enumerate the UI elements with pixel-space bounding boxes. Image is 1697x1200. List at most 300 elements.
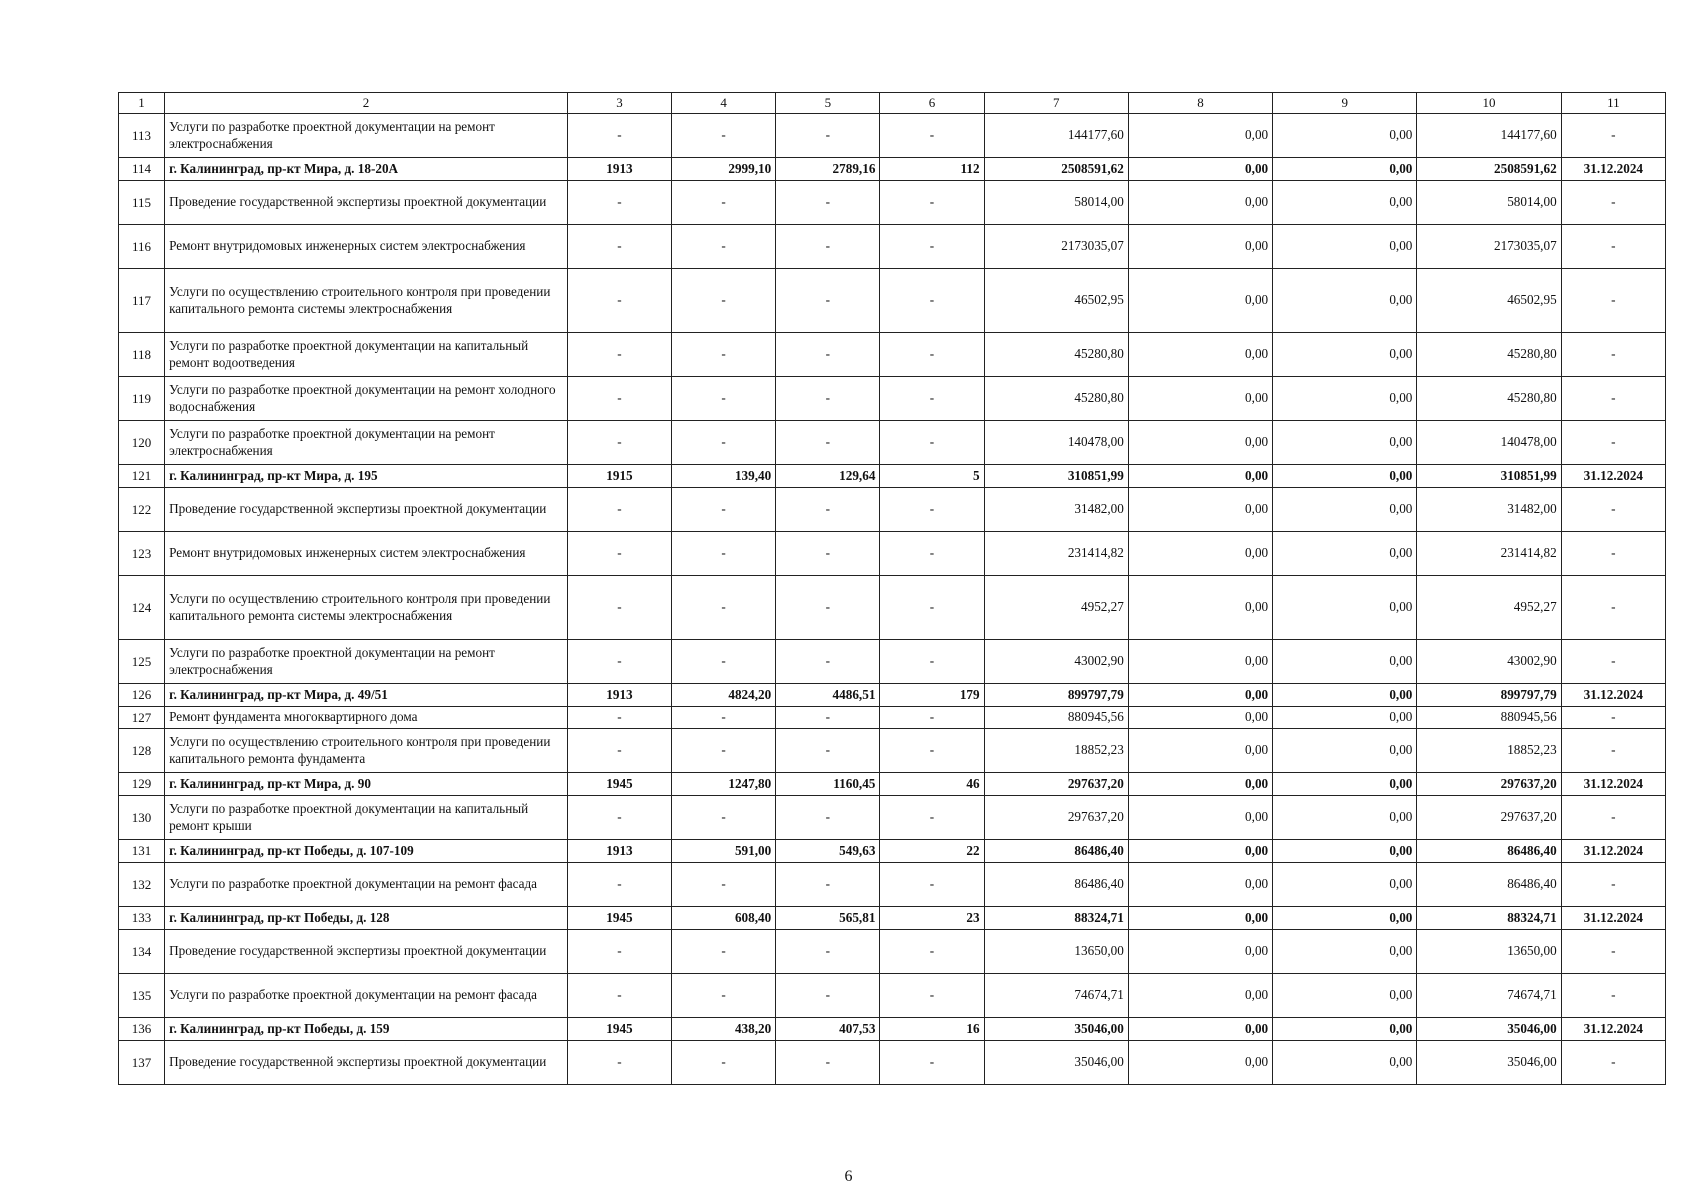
- cell-living-area: -: [776, 114, 880, 158]
- cell-description: Услуги по разработке проектной документации на капитальный ремонт крыши: [165, 796, 568, 840]
- cell-completion-date: -: [1561, 729, 1665, 773]
- cell-completion-date: 31.12.2024: [1561, 158, 1665, 181]
- work-item-row: [119, 488, 1666, 532]
- cell-residents: -: [880, 729, 984, 773]
- cell-total-area: 1247,80: [672, 773, 776, 796]
- cell-fund-cost: 0,00: [1128, 333, 1272, 377]
- cell-residents: -: [880, 863, 984, 907]
- cell-residents: 23: [880, 907, 984, 930]
- cell-budget-cost: 0,00: [1273, 377, 1417, 421]
- cell-residents: -: [880, 707, 984, 729]
- cell-description: Услуги по разработке проектной документации на капитальный ремонт водоотведения: [165, 333, 568, 377]
- cell-row-number: 118: [119, 333, 165, 377]
- cell-residents: 179: [880, 684, 984, 707]
- cell-total-cost: 45280,80: [984, 377, 1128, 421]
- cell-budget-cost: 0,00: [1273, 421, 1417, 465]
- cell-budget-cost: 0,00: [1273, 773, 1417, 796]
- cell-fund-cost: 0,00: [1128, 269, 1272, 333]
- cell-row-number: 135: [119, 974, 165, 1018]
- cell-total-cost: 58014,00: [984, 181, 1128, 225]
- cell-completion-date: 31.12.2024: [1561, 907, 1665, 930]
- cell-residents: 16: [880, 1018, 984, 1041]
- column-header-10: 10: [1417, 93, 1561, 114]
- cell-row-number: 123: [119, 532, 165, 576]
- cell-budget-cost: 0,00: [1273, 974, 1417, 1018]
- cell-description: Ремонт внутридомовых инженерных систем электроснабжения: [165, 532, 568, 576]
- cell-budget-cost: 0,00: [1273, 707, 1417, 729]
- cell-year-built: -: [567, 333, 671, 377]
- cell-residents: -: [880, 333, 984, 377]
- work-item-row: [119, 863, 1666, 907]
- cell-description: Ремонт фундамента многоквартирного дома: [165, 707, 568, 729]
- cell-living-area: 129,64: [776, 465, 880, 488]
- cell-residents: -: [880, 225, 984, 269]
- cell-owners-cost: 45280,80: [1417, 333, 1561, 377]
- cell-completion-date: -: [1561, 640, 1665, 684]
- cell-description: г. Калининград, пр-кт Победы, д. 159: [165, 1018, 568, 1041]
- cell-budget-cost: 0,00: [1273, 465, 1417, 488]
- cell-year-built: -: [567, 796, 671, 840]
- cell-completion-date: -: [1561, 181, 1665, 225]
- cell-year-built: 1945: [567, 773, 671, 796]
- cell-residents: 22: [880, 840, 984, 863]
- cell-fund-cost: 0,00: [1128, 465, 1272, 488]
- cell-residents: -: [880, 640, 984, 684]
- cell-completion-date: -: [1561, 532, 1665, 576]
- cell-total-area: -: [672, 1041, 776, 1085]
- cell-living-area: -: [776, 974, 880, 1018]
- cell-total-cost: 35046,00: [984, 1018, 1128, 1041]
- work-item-row: [119, 640, 1666, 684]
- cell-living-area: -: [776, 930, 880, 974]
- cell-budget-cost: 0,00: [1273, 930, 1417, 974]
- cell-budget-cost: 0,00: [1273, 684, 1417, 707]
- cell-total-cost: 297637,20: [984, 773, 1128, 796]
- cell-fund-cost: 0,00: [1128, 421, 1272, 465]
- cell-year-built: 1913: [567, 684, 671, 707]
- cell-year-built: -: [567, 421, 671, 465]
- cell-total-area: -: [672, 640, 776, 684]
- cell-row-number: 129: [119, 773, 165, 796]
- cell-year-built: 1915: [567, 465, 671, 488]
- cell-fund-cost: 0,00: [1128, 707, 1272, 729]
- cell-owners-cost: 297637,20: [1417, 773, 1561, 796]
- cell-owners-cost: 310851,99: [1417, 465, 1561, 488]
- cell-description: г. Калининград, пр-кт Мира, д. 49/51: [165, 684, 568, 707]
- cell-total-cost: 2508591,62: [984, 158, 1128, 181]
- cell-fund-cost: 0,00: [1128, 377, 1272, 421]
- cell-description: Проведение государственной экспертизы проектной документации: [165, 930, 568, 974]
- cell-living-area: 549,63: [776, 840, 880, 863]
- cell-fund-cost: 0,00: [1128, 684, 1272, 707]
- cell-fund-cost: 0,00: [1128, 729, 1272, 773]
- cell-total-cost: 13650,00: [984, 930, 1128, 974]
- cell-row-number: 125: [119, 640, 165, 684]
- cell-completion-date: -: [1561, 488, 1665, 532]
- address-row: [119, 684, 1666, 707]
- cell-year-built: -: [567, 1041, 671, 1085]
- cell-description: Услуги по разработке проектной документации на ремонт электроснабжения: [165, 421, 568, 465]
- cell-row-number: 127: [119, 707, 165, 729]
- cell-living-area: -: [776, 729, 880, 773]
- cell-total-area: -: [672, 377, 776, 421]
- cell-living-area: -: [776, 707, 880, 729]
- cell-residents: -: [880, 421, 984, 465]
- cell-row-number: 114: [119, 158, 165, 181]
- cell-completion-date: -: [1561, 333, 1665, 377]
- cell-description: г. Калининград, пр-кт Победы, д. 107-109: [165, 840, 568, 863]
- cell-owners-cost: 297637,20: [1417, 796, 1561, 840]
- cell-description: Ремонт внутридомовых инженерных систем электроснабжения: [165, 225, 568, 269]
- cell-row-number: 120: [119, 421, 165, 465]
- cell-owners-cost: 18852,23: [1417, 729, 1561, 773]
- work-item-row: [119, 114, 1666, 158]
- cell-fund-cost: 0,00: [1128, 773, 1272, 796]
- table-body: [119, 93, 1666, 1085]
- cell-year-built: -: [567, 729, 671, 773]
- cell-row-number: 116: [119, 225, 165, 269]
- cell-row-number: 132: [119, 863, 165, 907]
- cell-fund-cost: 0,00: [1128, 576, 1272, 640]
- cell-completion-date: -: [1561, 707, 1665, 729]
- cell-total-area: -: [672, 114, 776, 158]
- cell-total-cost: 4952,27: [984, 576, 1128, 640]
- cell-total-cost: 297637,20: [984, 796, 1128, 840]
- cell-completion-date: -: [1561, 1041, 1665, 1085]
- cell-fund-cost: 0,00: [1128, 840, 1272, 863]
- cell-total-area: -: [672, 532, 776, 576]
- column-number-header: [119, 93, 1666, 114]
- cell-completion-date: 31.12.2024: [1561, 465, 1665, 488]
- cell-budget-cost: 0,00: [1273, 796, 1417, 840]
- cell-total-cost: 231414,82: [984, 532, 1128, 576]
- address-row: [119, 773, 1666, 796]
- capital-repair-table: [118, 92, 1666, 1085]
- address-row: [119, 907, 1666, 930]
- column-header-8: 8: [1128, 93, 1272, 114]
- cell-total-cost: 310851,99: [984, 465, 1128, 488]
- cell-total-cost: 144177,60: [984, 114, 1128, 158]
- cell-row-number: 131: [119, 840, 165, 863]
- cell-completion-date: 31.12.2024: [1561, 684, 1665, 707]
- cell-completion-date: -: [1561, 114, 1665, 158]
- cell-description: Услуги по осуществлению строительного контроля при проведении капитального ремонта фундамента: [165, 729, 568, 773]
- cell-budget-cost: 0,00: [1273, 1041, 1417, 1085]
- work-item-row: [119, 1041, 1666, 1085]
- cell-description: Услуги по разработке проектной документации на ремонт фасада: [165, 863, 568, 907]
- cell-total-cost: 18852,23: [984, 729, 1128, 773]
- column-header-7: 7: [984, 93, 1128, 114]
- cell-owners-cost: 31482,00: [1417, 488, 1561, 532]
- column-header-5: 5: [776, 93, 880, 114]
- work-item-row: [119, 729, 1666, 773]
- cell-living-area: -: [776, 796, 880, 840]
- cell-owners-cost: 140478,00: [1417, 421, 1561, 465]
- cell-completion-date: -: [1561, 974, 1665, 1018]
- cell-year-built: -: [567, 181, 671, 225]
- work-item-row: [119, 421, 1666, 465]
- cell-description: г. Калининград, пр-кт Мира, д. 18-20А: [165, 158, 568, 181]
- page-number: 6: [844, 1168, 853, 1185]
- cell-row-number: 130: [119, 796, 165, 840]
- cell-residents: -: [880, 181, 984, 225]
- cell-year-built: -: [567, 532, 671, 576]
- cell-fund-cost: 0,00: [1128, 488, 1272, 532]
- cell-year-built: -: [567, 114, 671, 158]
- cell-budget-cost: 0,00: [1273, 576, 1417, 640]
- cell-budget-cost: 0,00: [1273, 114, 1417, 158]
- cell-completion-date: 31.12.2024: [1561, 1018, 1665, 1041]
- work-item-row: [119, 796, 1666, 840]
- cell-fund-cost: 0,00: [1128, 158, 1272, 181]
- cell-living-area: -: [776, 181, 880, 225]
- cell-total-area: -: [672, 796, 776, 840]
- cell-living-area: -: [776, 421, 880, 465]
- cell-budget-cost: 0,00: [1273, 1018, 1417, 1041]
- cell-living-area: -: [776, 225, 880, 269]
- cell-completion-date: -: [1561, 930, 1665, 974]
- cell-year-built: -: [567, 707, 671, 729]
- cell-row-number: 121: [119, 465, 165, 488]
- cell-year-built: -: [567, 225, 671, 269]
- cell-total-area: -: [672, 974, 776, 1018]
- cell-owners-cost: 2508591,62: [1417, 158, 1561, 181]
- cell-total-area: -: [672, 707, 776, 729]
- cell-living-area: -: [776, 863, 880, 907]
- cell-description: Услуги по разработке проектной документации на ремонт фасада: [165, 974, 568, 1018]
- cell-row-number: 133: [119, 907, 165, 930]
- cell-description: Услуги по разработке проектной документации на ремонт холодного водоснабжения: [165, 377, 568, 421]
- cell-description: Проведение государственной экспертизы проектной документации: [165, 181, 568, 225]
- cell-total-cost: 43002,90: [984, 640, 1128, 684]
- column-header-2: 2: [165, 93, 568, 114]
- cell-fund-cost: 0,00: [1128, 640, 1272, 684]
- cell-year-built: -: [567, 930, 671, 974]
- cell-residents: -: [880, 796, 984, 840]
- column-header-9: 9: [1273, 93, 1417, 114]
- cell-total-area: 2999,10: [672, 158, 776, 181]
- cell-owners-cost: 45280,80: [1417, 377, 1561, 421]
- cell-living-area: 4486,51: [776, 684, 880, 707]
- cell-row-number: 136: [119, 1018, 165, 1041]
- cell-total-area: 608,40: [672, 907, 776, 930]
- cell-living-area: 2789,16: [776, 158, 880, 181]
- cell-completion-date: -: [1561, 576, 1665, 640]
- cell-owners-cost: 58014,00: [1417, 181, 1561, 225]
- cell-completion-date: 31.12.2024: [1561, 840, 1665, 863]
- cell-year-built: -: [567, 576, 671, 640]
- cell-fund-cost: 0,00: [1128, 907, 1272, 930]
- cell-owners-cost: 2173035,07: [1417, 225, 1561, 269]
- cell-total-area: -: [672, 333, 776, 377]
- cell-budget-cost: 0,00: [1273, 729, 1417, 773]
- cell-total-area: -: [672, 225, 776, 269]
- cell-budget-cost: 0,00: [1273, 863, 1417, 907]
- cell-total-cost: 86486,40: [984, 840, 1128, 863]
- cell-description: Проведение государственной экспертизы проектной документации: [165, 1041, 568, 1085]
- address-row: [119, 1018, 1666, 1041]
- cell-owners-cost: 88324,71: [1417, 907, 1561, 930]
- cell-living-area: -: [776, 333, 880, 377]
- cell-total-area: -: [672, 729, 776, 773]
- cell-living-area: -: [776, 269, 880, 333]
- cell-year-built: -: [567, 863, 671, 907]
- cell-total-cost: 31482,00: [984, 488, 1128, 532]
- cell-total-area: -: [672, 269, 776, 333]
- cell-fund-cost: 0,00: [1128, 974, 1272, 1018]
- cell-row-number: 126: [119, 684, 165, 707]
- cell-owners-cost: 74674,71: [1417, 974, 1561, 1018]
- cell-living-area: -: [776, 640, 880, 684]
- cell-living-area: -: [776, 377, 880, 421]
- column-header-3: 3: [567, 93, 671, 114]
- address-row: [119, 465, 1666, 488]
- cell-owners-cost: 43002,90: [1417, 640, 1561, 684]
- cell-total-cost: 899797,79: [984, 684, 1128, 707]
- cell-row-number: 128: [119, 729, 165, 773]
- cell-year-built: -: [567, 974, 671, 1018]
- cell-owners-cost: 13650,00: [1417, 930, 1561, 974]
- cell-residents: 112: [880, 158, 984, 181]
- cell-total-cost: 86486,40: [984, 863, 1128, 907]
- cell-fund-cost: 0,00: [1128, 225, 1272, 269]
- column-header-4: 4: [672, 93, 776, 114]
- cell-total-cost: 2173035,07: [984, 225, 1128, 269]
- cell-residents: -: [880, 576, 984, 640]
- column-header-6: 6: [880, 93, 984, 114]
- cell-budget-cost: 0,00: [1273, 225, 1417, 269]
- cell-total-area: -: [672, 930, 776, 974]
- address-row: [119, 840, 1666, 863]
- cell-owners-cost: 86486,40: [1417, 863, 1561, 907]
- cell-budget-cost: 0,00: [1273, 158, 1417, 181]
- cell-residents: -: [880, 377, 984, 421]
- work-item-row: [119, 269, 1666, 333]
- work-item-row: [119, 333, 1666, 377]
- cell-total-area: -: [672, 421, 776, 465]
- cell-owners-cost: 46502,95: [1417, 269, 1561, 333]
- cell-description: Услуги по осуществлению строительного контроля при проведении капитального ремонта системы электроснабжения: [165, 269, 568, 333]
- cell-owners-cost: 35046,00: [1417, 1041, 1561, 1085]
- cell-total-area: -: [672, 488, 776, 532]
- cell-row-number: 113: [119, 114, 165, 158]
- cell-budget-cost: 0,00: [1273, 333, 1417, 377]
- cell-residents: 5: [880, 465, 984, 488]
- cell-owners-cost: 144177,60: [1417, 114, 1561, 158]
- cell-owners-cost: 899797,79: [1417, 684, 1561, 707]
- cell-completion-date: -: [1561, 225, 1665, 269]
- cell-total-cost: 45280,80: [984, 333, 1128, 377]
- cell-budget-cost: 0,00: [1273, 640, 1417, 684]
- cell-row-number: 122: [119, 488, 165, 532]
- work-item-row: [119, 974, 1666, 1018]
- address-row: [119, 158, 1666, 181]
- cell-fund-cost: 0,00: [1128, 1041, 1272, 1085]
- work-item-row: [119, 377, 1666, 421]
- cell-year-built: 1945: [567, 907, 671, 930]
- cell-year-built: -: [567, 640, 671, 684]
- cell-description: Услуги по разработке проектной документации на ремонт электроснабжения: [165, 640, 568, 684]
- cell-completion-date: -: [1561, 796, 1665, 840]
- work-item-row: [119, 707, 1666, 729]
- cell-total-area: 4824,20: [672, 684, 776, 707]
- cell-total-cost: 140478,00: [984, 421, 1128, 465]
- cell-budget-cost: 0,00: [1273, 269, 1417, 333]
- cell-budget-cost: 0,00: [1273, 840, 1417, 863]
- cell-fund-cost: 0,00: [1128, 114, 1272, 158]
- cell-fund-cost: 0,00: [1128, 181, 1272, 225]
- cell-year-built: 1913: [567, 158, 671, 181]
- cell-owners-cost: 4952,27: [1417, 576, 1561, 640]
- cell-year-built: -: [567, 377, 671, 421]
- cell-total-area: -: [672, 863, 776, 907]
- cell-total-area: -: [672, 181, 776, 225]
- cell-living-area: 407,53: [776, 1018, 880, 1041]
- cell-owners-cost: 35046,00: [1417, 1018, 1561, 1041]
- cell-completion-date: 31.12.2024: [1561, 773, 1665, 796]
- cell-residents: 46: [880, 773, 984, 796]
- cell-description: г. Калининград, пр-кт Мира, д. 90: [165, 773, 568, 796]
- cell-total-cost: 74674,71: [984, 974, 1128, 1018]
- column-header-1: 1: [119, 93, 165, 114]
- cell-fund-cost: 0,00: [1128, 930, 1272, 974]
- cell-residents: -: [880, 488, 984, 532]
- cell-residents: -: [880, 1041, 984, 1085]
- cell-row-number: 137: [119, 1041, 165, 1085]
- cell-fund-cost: 0,00: [1128, 532, 1272, 576]
- cell-total-cost: 880945,56: [984, 707, 1128, 729]
- cell-total-area: 591,00: [672, 840, 776, 863]
- cell-row-number: 119: [119, 377, 165, 421]
- cell-total-area: 438,20: [672, 1018, 776, 1041]
- cell-budget-cost: 0,00: [1273, 488, 1417, 532]
- cell-owners-cost: 880945,56: [1417, 707, 1561, 729]
- cell-completion-date: -: [1561, 269, 1665, 333]
- cell-year-built: -: [567, 488, 671, 532]
- cell-budget-cost: 0,00: [1273, 532, 1417, 576]
- cell-description: г. Калининград, пр-кт Победы, д. 128: [165, 907, 568, 930]
- cell-total-cost: 88324,71: [984, 907, 1128, 930]
- cell-description: г. Калининград, пр-кт Мира, д. 195: [165, 465, 568, 488]
- cell-total-area: -: [672, 576, 776, 640]
- cell-total-area: 139,40: [672, 465, 776, 488]
- work-item-row: [119, 532, 1666, 576]
- cell-year-built: 1913: [567, 840, 671, 863]
- cell-year-built: -: [567, 269, 671, 333]
- cell-owners-cost: 231414,82: [1417, 532, 1561, 576]
- cell-description: Услуги по разработке проектной документации на ремонт электроснабжения: [165, 114, 568, 158]
- register-sheet: [118, 92, 1666, 1085]
- work-item-row: [119, 576, 1666, 640]
- column-header-11: 11: [1561, 93, 1665, 114]
- cell-fund-cost: 0,00: [1128, 863, 1272, 907]
- cell-fund-cost: 0,00: [1128, 796, 1272, 840]
- cell-total-cost: 35046,00: [984, 1041, 1128, 1085]
- cell-residents: -: [880, 930, 984, 974]
- cell-owners-cost: 86486,40: [1417, 840, 1561, 863]
- cell-living-area: -: [776, 532, 880, 576]
- cell-living-area: -: [776, 488, 880, 532]
- cell-residents: -: [880, 974, 984, 1018]
- cell-row-number: 124: [119, 576, 165, 640]
- cell-fund-cost: 0,00: [1128, 1018, 1272, 1041]
- cell-completion-date: -: [1561, 863, 1665, 907]
- cell-living-area: 1160,45: [776, 773, 880, 796]
- cell-row-number: 115: [119, 181, 165, 225]
- cell-living-area: -: [776, 576, 880, 640]
- cell-completion-date: -: [1561, 377, 1665, 421]
- cell-row-number: 134: [119, 930, 165, 974]
